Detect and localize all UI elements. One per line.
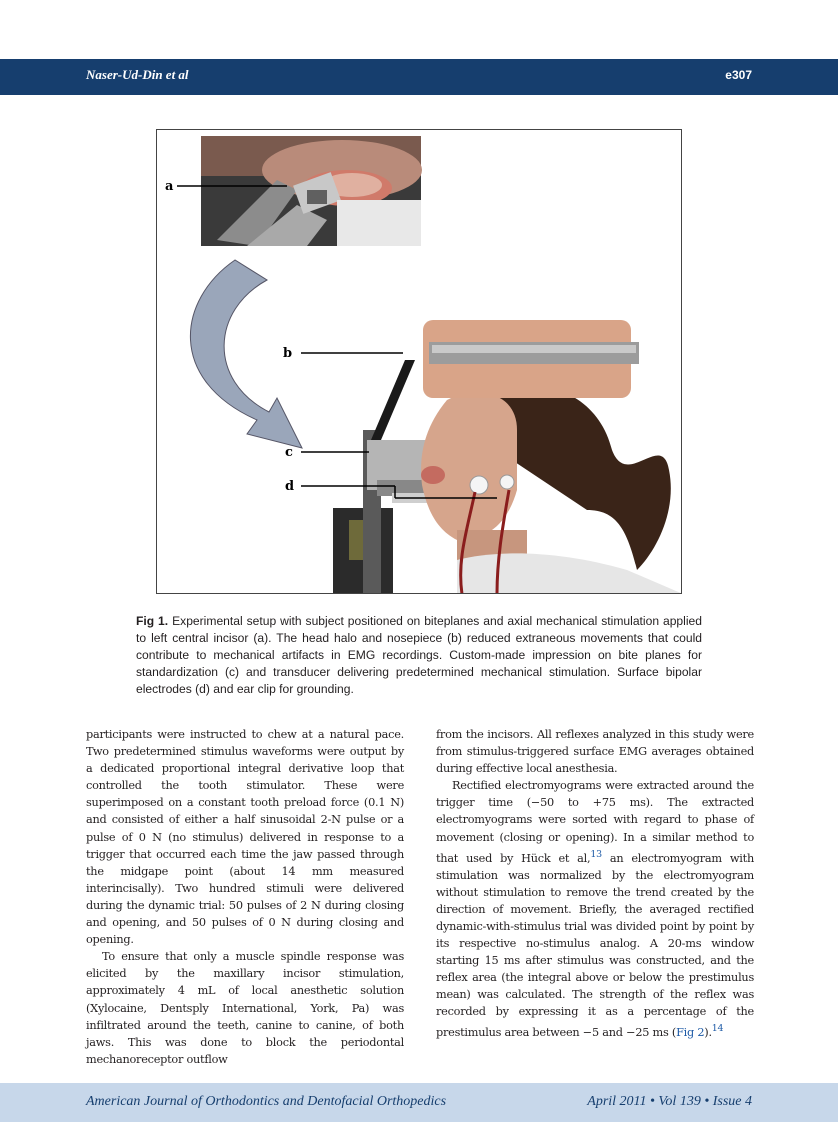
running-header: [0, 59, 838, 95]
body-column-right: [436, 726, 754, 1041]
label-b: b: [283, 346, 293, 361]
paragraph: from the incisors. All reflexes analyzed in this study were from stimulus-triggered surface EMG averages obtained during effective local anesthesia.: [436, 728, 754, 776]
label-d: d: [285, 479, 295, 494]
text-run: Rectified electromyograms were extracted around the trigger time (−50 to +75 ms). The extracted electromyograms were sorted with regard to phase of movement (closing or opening). In a similar method to that used by Hück et al,: [436, 779, 754, 865]
figure-caption: [136, 613, 702, 698]
running-footer: [0, 1083, 838, 1122]
paragraph: [436, 777, 754, 1041]
text-run: an electromyogram with stimulation was normalized by the electromyogram without stimulation to remove the trend created by the direction of movement. Briefly, the averaged rectified dynamic-with-stimulus trial was divided point by point by its respective no-stimulus analog. A 20-ms window starting 15 ms after stimulus was constructed, and the reflex area (the integral above or below the prestimulus mean) was calculated. The strength of the reflex was recorded by expressing it as a percentage of the prestimulus area between −5 and −25 ms (: [436, 851, 754, 1040]
paragraph: participants were instructed to chew at a natural pace. Two predetermined stimulus waveforms were output by a dedicated proportional integral derivative loop that controlled the tooth stimulator. These were superimposed on a constant tooth preload force (0.1 N) and consisted of either a half sinusoidal 2-N pulse or a pulse of 0 N (no stimulus) delivered in response to a trigger that occurred each time the jaw passed through the midgape point (about 14 mm measured interincisally). Two hundred stimuli were delivered during the dynamic trial: 50 pulses of 2 N during closing and opening, and 50 pulses of 0 N during closing and opening.: [86, 728, 404, 947]
subject-photo: [333, 320, 682, 594]
citation-14[interactable]: 14: [711, 1023, 724, 1035]
figure-1: [156, 129, 682, 594]
text-run: ).: [704, 1026, 712, 1040]
citation-13[interactable]: 13: [590, 848, 602, 860]
caption-label: Fig 1.: [136, 614, 169, 628]
fig-2-link[interactable]: Fig 2: [676, 1026, 705, 1040]
figure-illustration: [157, 130, 682, 594]
body-column-left: [86, 726, 404, 1068]
footer-journal: American Journal of Orthodontics and Dentofacial Orthopedics: [86, 1094, 447, 1109]
paragraph: To ensure that only a muscle spindle response was elicited by the maxillary incisor stimulation, approximately 4 mL of local anesthetic solution (Xylocaine, Dentsply International, York, Pa) was infiltrated around the teeth, canine to canine, of both jaws. This was done to block the periodontal mechanoreceptor outflow: [86, 950, 404, 1066]
label-c: c: [285, 445, 293, 460]
caption-text: Experimental setup with subject positioned on biteplanes and axial mechanical stimulation applied to left central incisor (a). The head halo and nosepiece (b) reduced extraneous movements that could contribute to mechanical artifacts in EMG recordings. Custom-made impression on bite planes for standardization (c) and transducer delivering predetermined mechanical stimulation. Surface bipolar electrodes (d) and ear clip for grounding.: [136, 614, 702, 696]
header-author: Naser-Ud-Din et al: [86, 67, 189, 82]
header-page-number: e307: [725, 68, 752, 82]
mouth-closeup-photo: [201, 136, 422, 246]
footer-issue: April 2011 • Vol 139 • Issue 4: [587, 1094, 752, 1109]
label-a: a: [165, 179, 174, 194]
